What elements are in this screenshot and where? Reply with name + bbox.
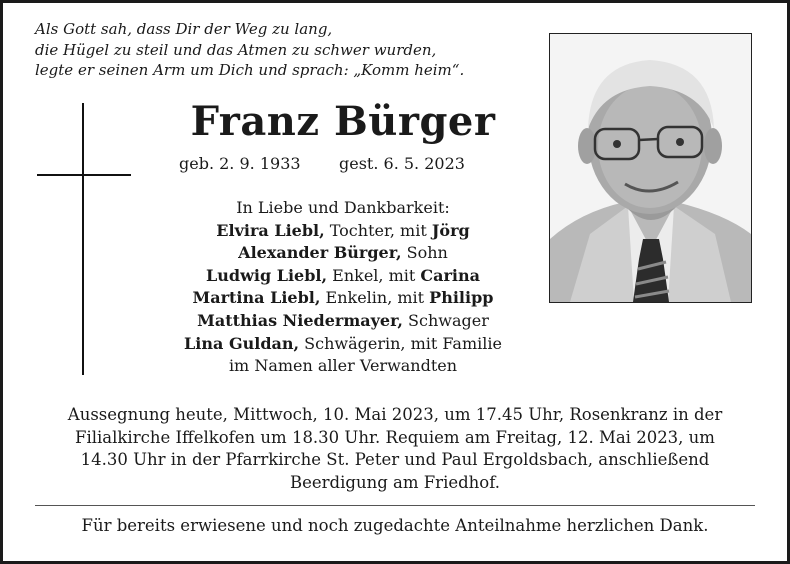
mourners-closing: im Namen aller Verwandten — [228, 356, 458, 376]
mourners-intro: In Liebe und Dankbarkeit: — [236, 198, 450, 217]
deceased-name: Franz Bürger — [190, 98, 496, 145]
poem-line: die Hügel zu steil und das Atmen zu schwer wurden, — [35, 40, 437, 59]
poem-line: legte er seinen Arm um Dich und sprach: „Komm heim“. — [35, 61, 465, 79]
list-item: Lina Guldan, Schwägerin, mit Familie — [184, 333, 502, 353]
cross-icon — [82, 103, 84, 375]
birth-date: geb. 2. 9. 1933 — [179, 154, 301, 173]
service-line: Filialkirche Iffelkofen um 18.30 Uhr. Requiem am Freitag, 12. Mai 2023, um — [75, 427, 715, 447]
divider — [35, 505, 755, 506]
death-date: gest. 6. 5. 2023 — [339, 154, 465, 173]
service-info — [27, 404, 763, 494]
portrait-photo — [549, 33, 752, 303]
list-item: Matthias Niedermayer, Schwager — [197, 310, 489, 330]
list-item: Ludwig Liebl, Enkel, mit Carina — [206, 265, 480, 285]
cross-icon-beam — [37, 174, 131, 176]
service-line: Beerdigung am Friedhof. — [290, 472, 500, 492]
list-item: Elvira Liebl, Tochter, mit Jörg — [216, 220, 470, 240]
list-item: Martina Liebl, Enkelin, mit Philipp — [192, 288, 494, 308]
portrait-image — [550, 34, 751, 302]
poem-line: Als Gott sah, dass Dir der Weg zu lang, — [35, 20, 333, 38]
poem — [35, 19, 535, 81]
thanks-note: Für bereits erwiesene und noch zugedachte Anteilnahme herzlichen Dank. — [81, 516, 709, 535]
service-line: 14.30 Uhr in der Pfarrkirche St. Peter und Paul Ergoldsbach, anschließend — [80, 450, 710, 469]
list-item: Alexander Bürger, Sohn — [238, 243, 448, 263]
service-line: Aussegnung heute, Mittwoch, 10. Mai 2023, um 17.45 Uhr, Rosenkranz in der — [67, 405, 723, 424]
mourners-list — [143, 197, 543, 378]
